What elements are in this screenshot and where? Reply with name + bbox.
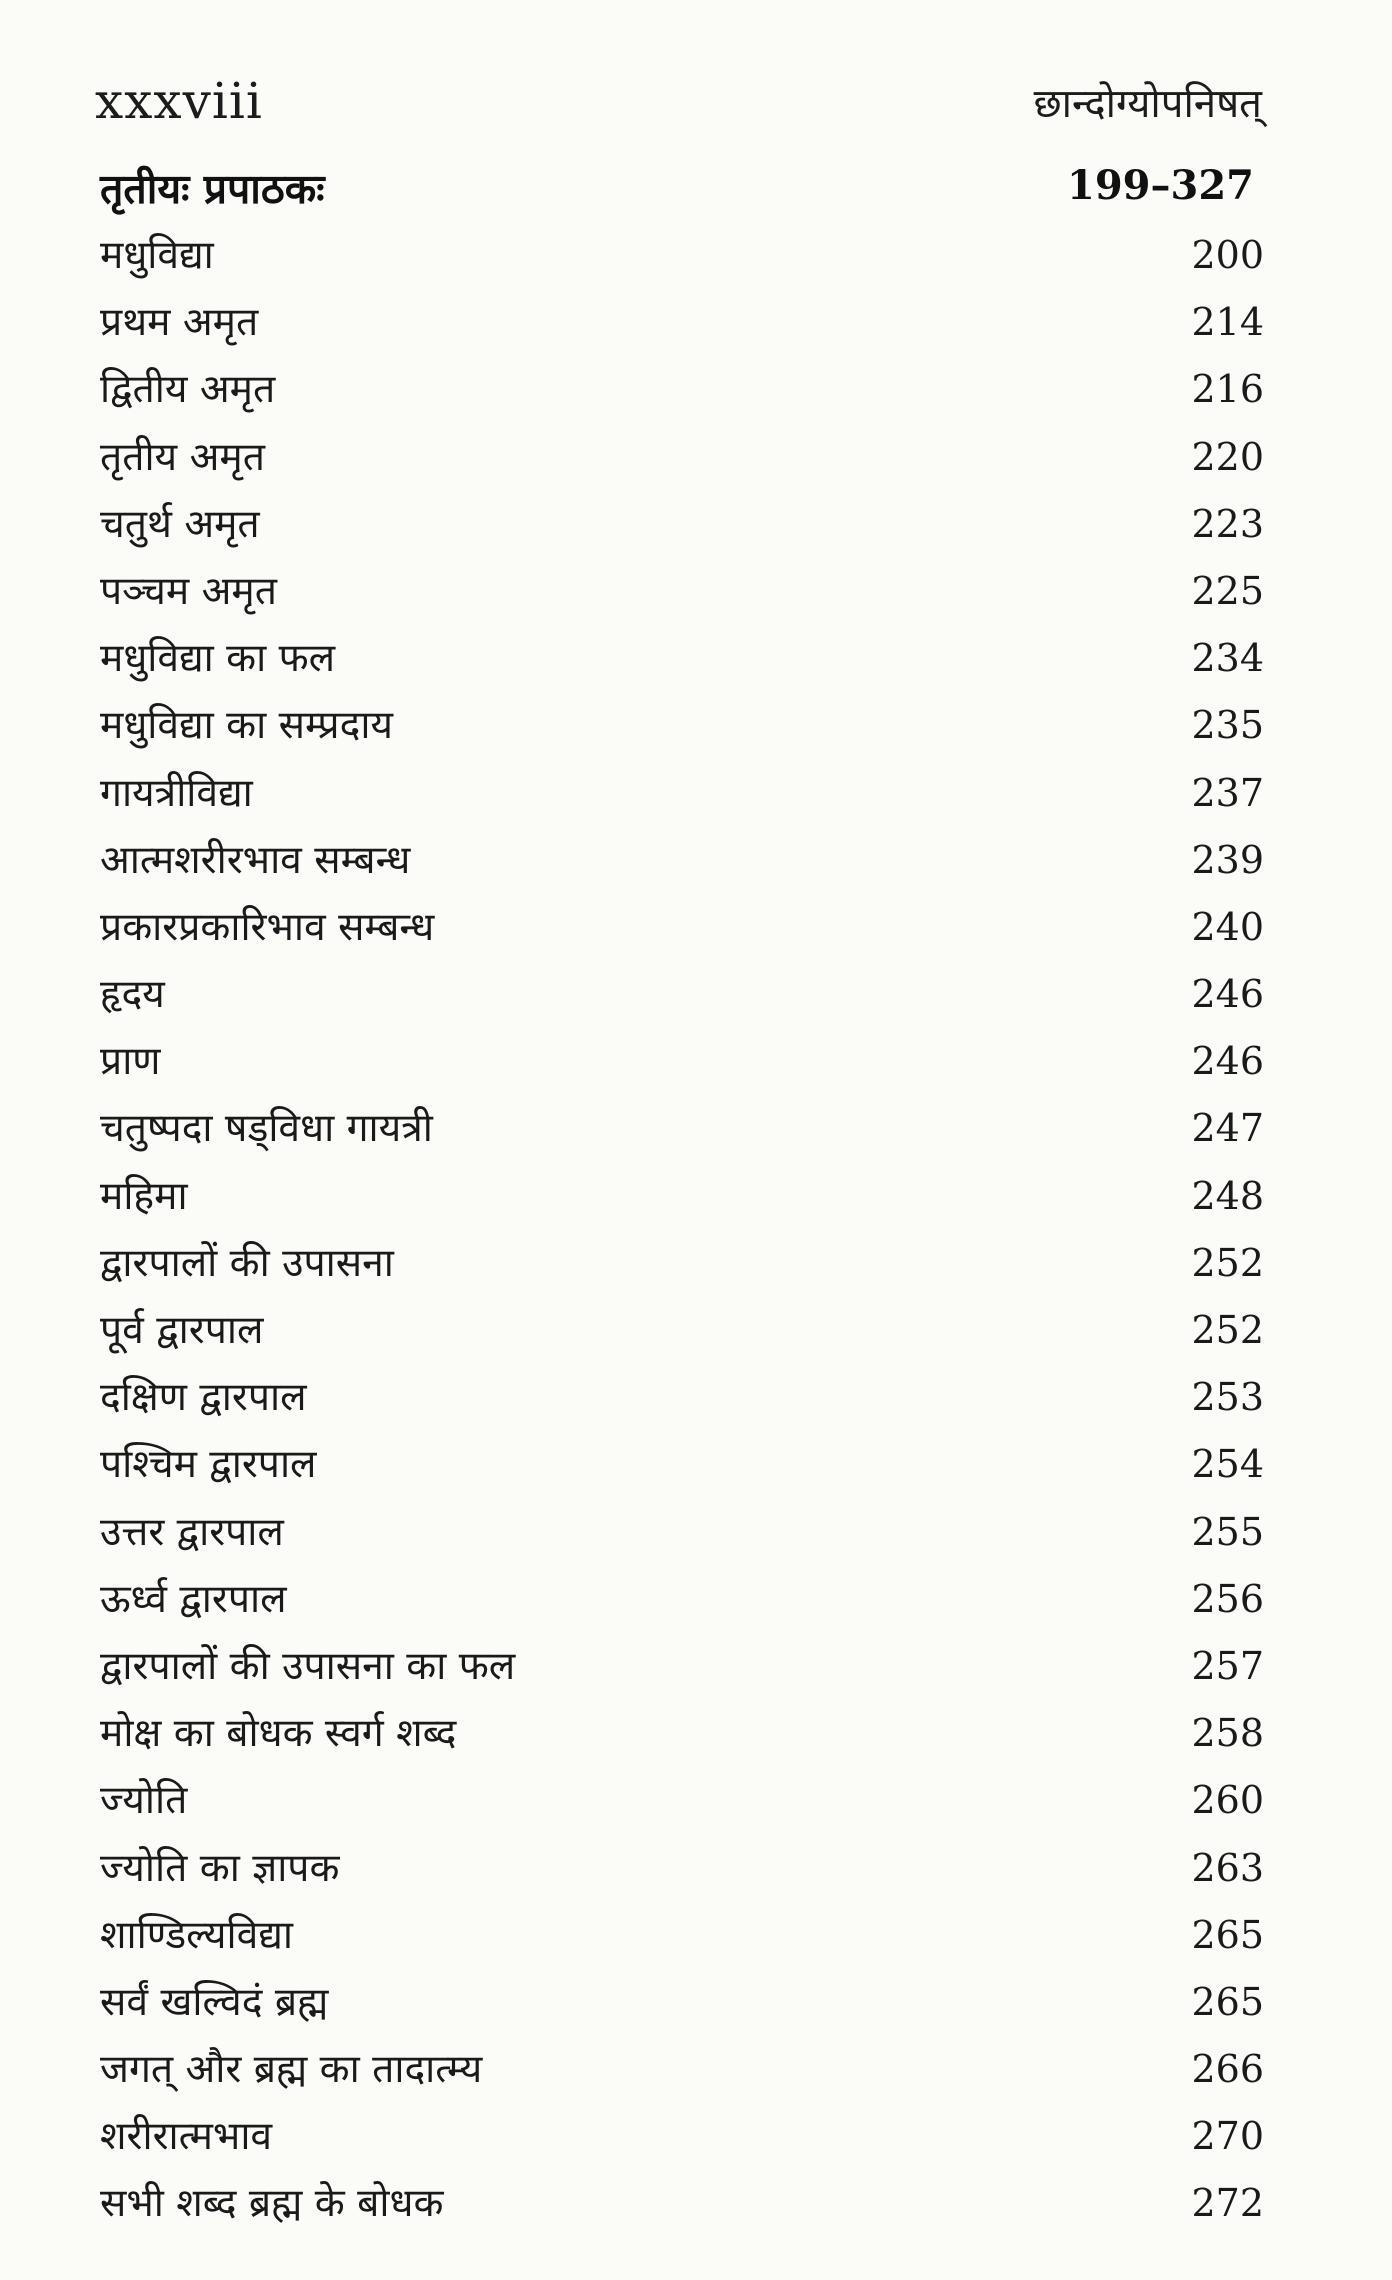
toc-entry [100,1163,1264,1230]
toc-entry [100,491,1264,558]
toc-entry [100,1969,1264,2036]
toc-entry [100,356,1264,423]
toc-entry-label: चतुष्पदा षड्विधा गायत्री [100,1106,433,1152]
toc-entry-page: 240 [1191,904,1264,949]
toc-entry-label: प्रकारप्रकारिभाव सम्बन्ध [100,904,435,950]
toc-entry-page: 263 [1191,1845,1264,1890]
toc-entry-page: 200 [1191,233,1264,277]
toc-entry [100,692,1264,759]
toc-entry [100,1835,1264,1902]
toc-entry-page: 248 [1191,1173,1264,1218]
toc-entry-label: शरीरात्मभाव [100,2114,273,2160]
toc-entry-page: 223 [1191,501,1264,546]
running-header [95,72,1262,142]
toc-entry-page: 234 [1191,636,1264,681]
toc-entry-label: मधुविद्या का सम्प्रदाय [100,703,394,749]
toc-entry-page: 253 [1191,1375,1264,1420]
toc-entry [100,1095,1264,1162]
toc-entry-page: 235 [1191,703,1264,748]
toc-entry-page: 265 [1191,1912,1264,1957]
toc-entry-page: 272 [1191,2181,1264,2226]
toc-entry-label: उत्तर द्वारपाल [100,1509,284,1555]
toc-entry-label: प्राण [100,1039,161,1085]
section-heading [100,160,1254,220]
toc-entry-label: पश्चिम द्वारपाल [100,1442,317,1488]
toc-entry [100,1767,1264,1834]
toc-entry-page: 256 [1191,1576,1264,1621]
toc-entry-label: मधुविद्या का फल [100,636,336,682]
toc-entry-page: 237 [1191,770,1264,815]
toc-entry-page: 214 [1191,300,1264,345]
toc-entry-label: दक्षिण द्वारपाल [100,1375,307,1421]
toc-entry-page: 220 [1191,434,1264,479]
toc-entry-label: महिमा [100,1173,188,1219]
toc-entry [100,1431,1264,1498]
section-title: तृतीयः प्रपाठकः [100,165,325,213]
toc-entry-page: 254 [1191,1442,1264,1487]
toc-entry [100,827,1264,894]
toc-entry [100,1364,1264,1431]
toc-entry-label: गायत्रीविद्या [100,770,253,816]
toc-entry [100,961,1264,1028]
toc-entry [100,894,1264,961]
toc-entry-label: पञ्चम अमृत [100,568,277,614]
toc-entry-page: 255 [1191,1509,1264,1554]
toc-entry [100,222,1264,289]
toc-entry [100,625,1264,692]
toc-entry-page: 252 [1191,1308,1264,1352]
toc-entry-page: 252 [1191,1240,1264,1285]
toc-entry [100,1230,1264,1297]
toc-entry-page: 257 [1191,1643,1264,1688]
toc-entry [100,2170,1264,2237]
toc-entry-page: 225 [1191,568,1264,613]
toc-entry [100,1297,1264,1364]
toc-entry [100,1633,1264,1700]
toc-entry-page: 265 [1191,1979,1264,2024]
toc-entry-label: शाण्डिल्यविद्या [100,1912,294,1958]
page-folio: xxxviii [95,72,263,130]
toc-entry-label: जगत् और ब्रह्म का तादात्म्य [100,2047,483,2093]
toc-entry-label: ज्योति [100,1778,188,1824]
toc-entry-label: प्रथम अमृत [100,300,259,346]
toc-entry-label: मोक्ष का बोधक स्वर्ग शब्द [100,1711,457,1757]
toc-entry [100,1028,1264,1095]
toc-entry-page: 258 [1191,1711,1264,1756]
toc-entry-label: पूर्व द्वारपाल [100,1308,264,1353]
section-page-range: 199–327 [1067,162,1254,209]
toc-entry [100,2103,1264,2170]
toc-entry-label: द्वारपालों की उपासना का फल [100,1643,516,1689]
toc-entry [100,1902,1264,1969]
toc-entry [100,760,1264,827]
toc-entry-page: 246 [1191,972,1264,1017]
table-of-contents [100,222,1264,2238]
toc-entry-page: 266 [1191,2047,1264,2092]
toc-entry-label: मधुविद्या [100,233,214,278]
toc-entry-label: ऊर्ध्व द्वारपाल [100,1576,287,1622]
toc-entry-label: तृतीय अमृत [100,434,265,480]
toc-entry-page: 270 [1191,2114,1264,2159]
toc-entry-page: 247 [1191,1106,1264,1151]
toc-entry-label: आत्मशरीरभाव सम्बन्ध [100,837,411,883]
toc-entry-label: सर्वं खल्विदं ब्रह्म [100,1979,329,2025]
toc-entry-label: हृदय [100,972,165,1018]
toc-entry [100,2036,1264,2103]
toc-entry [100,558,1264,625]
toc-entry [100,424,1264,491]
toc-entry-label: सभी शब्द ब्रह्म के बोधक [100,2181,444,2227]
toc-entry-label: ज्योति का ज्ञापक [100,1845,340,1891]
toc-entry [100,1499,1264,1566]
toc-entry [100,289,1264,356]
toc-entry-page: 260 [1191,1778,1264,1823]
toc-entry-label: द्वारपालों की उपासना [100,1240,394,1286]
toc-entry-page: 216 [1191,367,1264,412]
toc-entry-label: द्वितीय अमृत [100,367,276,413]
book-title: छान्दोग्योपनिषत् [1033,81,1262,127]
toc-entry [100,1566,1264,1633]
toc-entry-page: 239 [1191,837,1264,882]
toc-entry-page: 246 [1191,1039,1264,1084]
toc-entry-label: चतुर्थ अमृत [100,501,260,547]
toc-entry [100,1700,1264,1767]
